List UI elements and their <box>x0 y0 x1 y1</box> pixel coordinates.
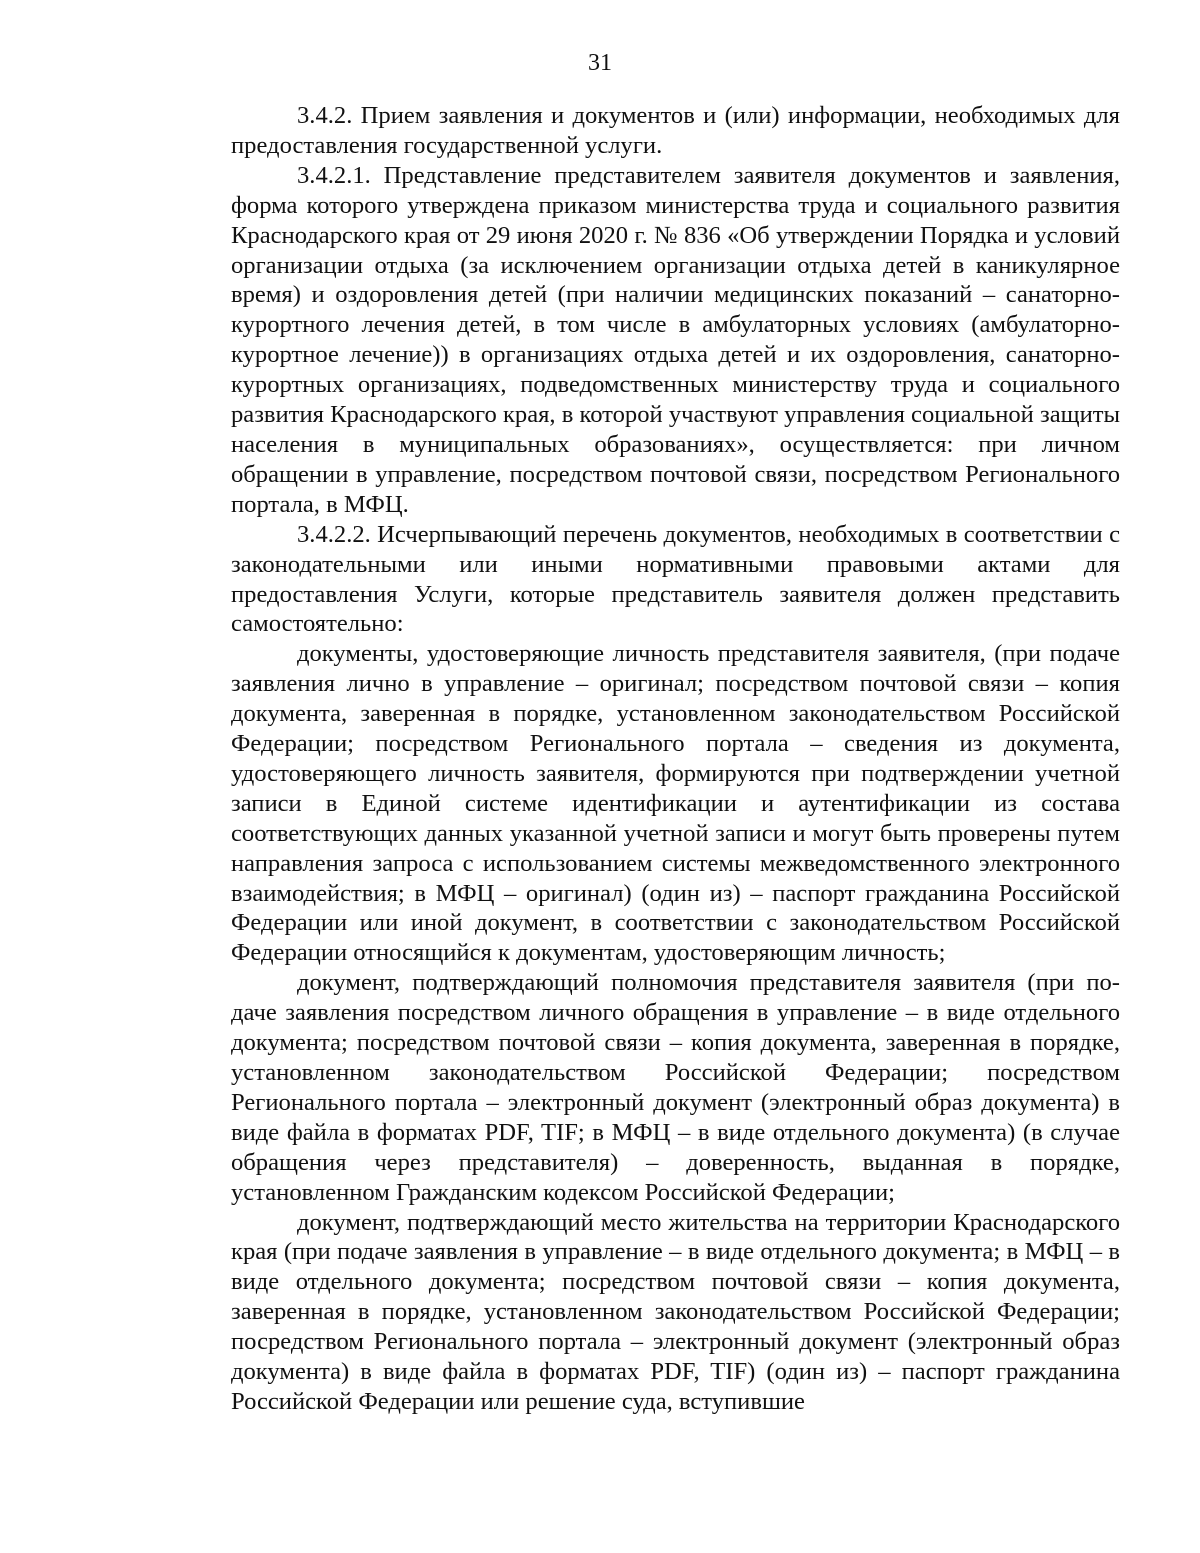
paragraph-3-4-2-2: 3.4.2.2. Исчерпывающий перечень документов, необходимых в соответствии с законодательными или иными нормативными правовыми актами для предоставления Услуги, которые представитель заявителя должен представить самостоятельно: <box>231 520 1120 638</box>
page-number: 31 <box>588 50 612 76</box>
paragraph-3-4-2-1: 3.4.2.1. Представление представителем заявителя документов и заявления, форма которого утверждена приказом министерства труда и социального развития Краснодарского края от 29 июня 2020 г. № 836 «Об утверждении Порядка и условий организации отдыха (за исключением организации отдыха детей в каникулярное время) и оздоровления детей (при наличии медицинских показаний – санаторно-курортного лечения детей, в том числе в амбулаторных условиях (амбулаторно-курортное лечение)) в организациях отдыха детей и их оздоровления, санаторно-курортных организациях, подведомственных министерству труда и социального развития Краснодарского края, в которой участвуют управления социальной защиты населения в муниципальных образованиях», осуществляется: при личном обращении в управление, посредством почтовой связи, посредством Регионального портала, в МФЦ. <box>231 161 1120 518</box>
paragraph-residence-document: документ, подтверждающий место жительства на территории Краснодарского края (при подаче заявления в управление – в виде отдельного документа; в МФЦ – в виде отдельного документа; посредством почтовой связи – копия документа, заверенная в порядке, установленном законодательством Российской Федерации; посредством Регионального портала – электронный документ (электронный образ документа) в виде файла в форматах PDF, TIF) (один из) – паспорт гражданина Российской Федерации или решение суда, вступившие <box>231 1208 1120 1415</box>
paragraph-identity-documents: документы, удостоверяющие личность представителя заявителя, (при подаче заявления лично в управление – оригинал; посредством почтовой связи – копия документа, заверенная в порядке, установленном законодательством Российской Федерации; посредством Регионального портала – сведения из документа, удостоверяющего личность заявителя, формируются при подтверждении учетной записи в Единой системе идентификации и аутентификации из состава соответствующих данных указанной учетной записи и могут быть проверены путем направления запроса с использованием системы межведомственного электронного взаимодействия; в МФЦ – оригинал) (один из) – паспорт гражданина Российской Федерации или иной документ, в соответствии с законодательством Российской Федерации относящийся к документам, удостоверяющим личность; <box>231 640 1120 967</box>
document-body <box>231 101 1120 1417</box>
paragraph-authority-document: документ, подтверждающий полномочия представителя заявителя (при подаче заявления посредством личного обращения в управление – в виде отдельного документа; посредством почтовой связи – копия документа, заверенная в порядке, установленном законодательством Российской Федерации; посредством Регионального портала – электронный документ (электронный образ документа) в виде файла в форматах PDF, TIF; в МФЦ – в виде отдельного документа) (в случае обращения через представителя) – доверенность, выданная в порядке, установленном Гражданским кодексом Российской Федерации; <box>231 969 1120 1206</box>
paragraph-3-4-2: 3.4.2. Прием заявления и документов и (или) информации, необходимых для предоставления государственной услуги. <box>231 102 1120 159</box>
